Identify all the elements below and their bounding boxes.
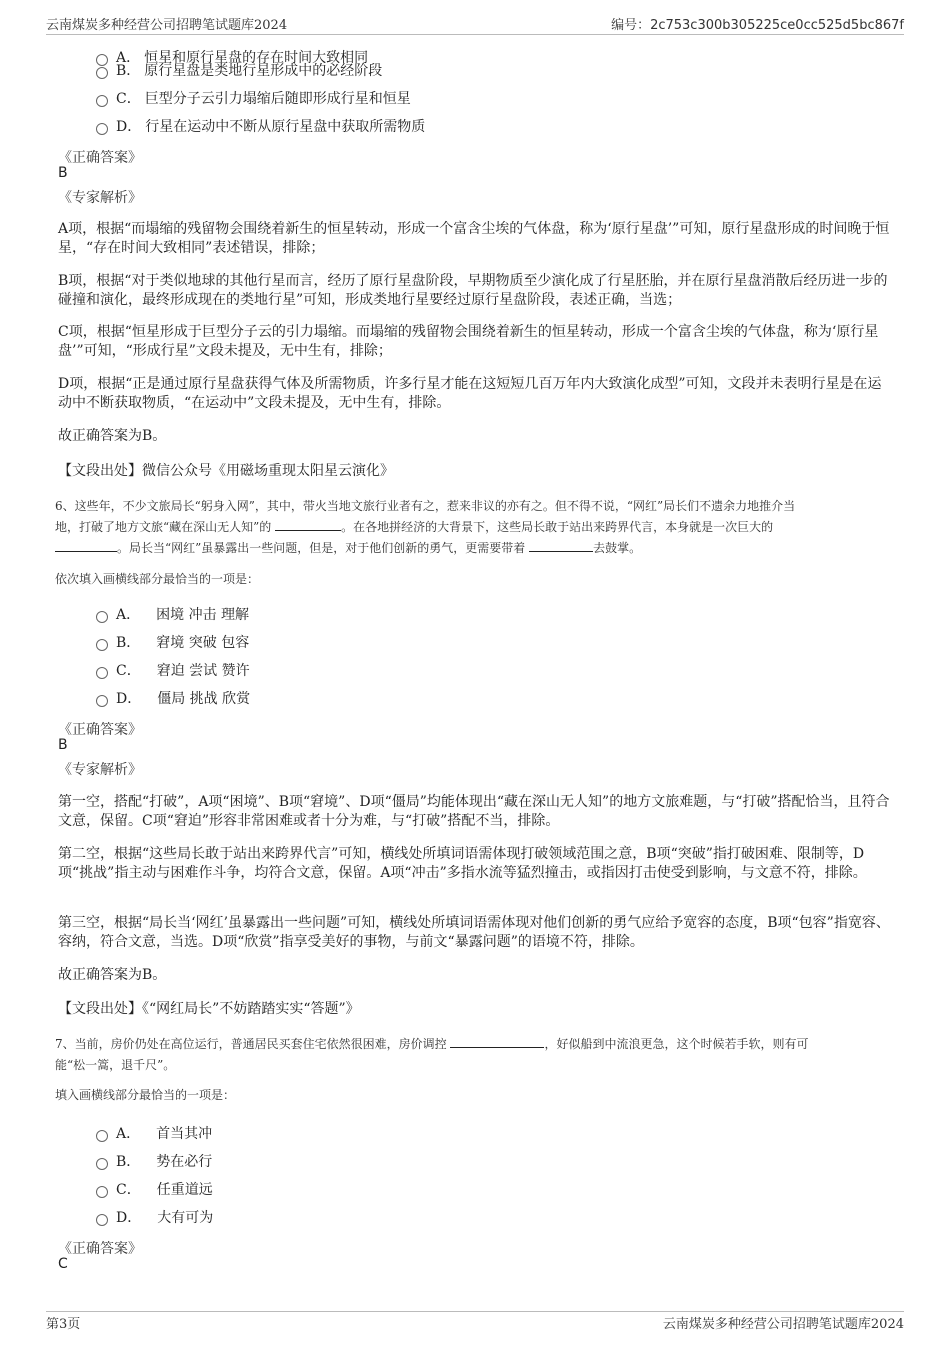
radio-icon[interactable]	[96, 611, 108, 623]
q6-option-c[interactable]: C． 窘迫 尝试 赞许	[96, 662, 250, 680]
q5-option-d[interactable]: D． 行星在运动中不断从原行星盘中获取所需物质	[96, 118, 425, 136]
analysis-paragraph: 第二空，根据“这些局长敢于站出来跨界代言”可知，横线处所填词语需体现打破领域范围之意，B项“突破”指打破困难、限制等，D项“挑战”指主动与困难作斗争，均符合文意，保留。A项“冲击”多指水流等猛烈撞击，或指因打击使受到影响，与文意不符，排除。	[58, 846, 867, 881]
analysis-paragraph: A项，根据“而塌缩的残留物会围绕着新生的恒星转动，形成一个富含尘埃的气体盘，称为‘原行星盘’”可知，原行星盘形成的时间晚于恒星，“存在时间大致相同”表述错误，排除；	[58, 221, 890, 256]
analysis-paragraph: 第三空，根据“局长当‘网红’虽暴露出一些问题”可知，横线处所填词语需体现对他们创新的勇气应给予宽容的态度，B项“包容”指宽容、容纳，符合文意，当选。D项“欣赏”指享受美好的事物，与前文“暴露问题”的语境不符，排除。	[58, 915, 890, 950]
q6-option-b[interactable]: B． 窘境 突破 包容	[96, 634, 249, 652]
question-prompt: 填入画横线部分最恰当的一项是：	[55, 1088, 236, 1102]
question-stem: 7、当前，房价仍处在高位运行，普通居民买套住宅依然很困难，房价调控 ，好似船到中流浪更急，这个时候若手软，则有可 能“松一篙，退千尺”。	[55, 1037, 809, 1072]
fill-blank[interactable]	[55, 539, 117, 552]
q5-option-a[interactable]: A． 恒星和原行星盘的存在时间大致相同	[96, 49, 368, 67]
answer-value: B	[58, 737, 68, 753]
analysis-paragraph: 第一空，搭配“打破”，A项“困境”、B项“窘境”、D项“僵局”均能体现出“藏在深山无人知”的地方文旅难题，与“打破”搭配恰当，且符合文意，保留。C项“窘迫”形容非常困难或者十分为难，与“打破”搭配不当，排除。	[58, 794, 890, 829]
analysis-paragraph: D项，根据“正是通过原行星盘获得气体及所需物质，许多行星才能在这短短几百万年内大致演化成型”可知，文段并未表明行星是在运动中不断获取物质，“在运动中”文段未提及，无中生有，排除。	[58, 376, 882, 411]
radio-icon[interactable]	[96, 1186, 108, 1198]
fill-blank[interactable]	[275, 518, 341, 531]
analysis-label: 《专家解析》	[58, 190, 142, 206]
q5-option-c[interactable]: C． 巨型分子云引力塌缩后随即形成行星和恒星	[96, 90, 411, 108]
footer-title: 云南煤炭多种经营公司招聘笔试题库2024	[662, 1317, 904, 1332]
answer-label: 《正确答案》	[58, 722, 142, 738]
radio-icon[interactable]	[96, 1130, 108, 1142]
q7-option-a[interactable]: A． 首当其冲	[96, 1125, 212, 1143]
header-title: 云南煤炭多种经营公司招聘笔试题库2024	[46, 18, 288, 33]
footer-divider	[46, 1311, 904, 1312]
q5-option-b[interactable]: B． 原行星盘是类地行星形成中的必经阶段	[96, 62, 382, 80]
q7-option-d[interactable]: D． 大有可为	[96, 1209, 213, 1227]
analysis-paragraph: B项，根据“对于类似地球的其他行星而言，经历了原行星盘阶段，早期物质至少演化成了行星胚胎，并在原行星盘消散后经历进一步的碰撞和演化，最终形成现在的类地行星”可知，形成类地行星要经过原行星盘阶段，表述正确，当选；	[58, 273, 888, 308]
question-stem: 6、这些年，不少文旅局长“躬身入网”，其中，带火当地文旅行业者有之，惹来非议的亦有之。但不得不说，“网红”局长们不遗余力地推介当 地，打破了地方文旅“藏在深山无人知”的 。在各地拼经济的大背景下，这些局长敢于站出来跨界代言，本身就是一次巨大的 。局长当“网红”虽暴露出一些问题，但是，对于他们创新的勇气，更需要带着 去鼓掌。	[55, 499, 796, 555]
q6-option-a[interactable]: A． 困境 冲击 理解	[96, 606, 249, 624]
fill-blank[interactable]	[450, 1035, 544, 1048]
header-divider	[46, 34, 904, 35]
q6-option-d[interactable]: D． 僵局 挑战 欣赏	[96, 690, 250, 708]
source-citation: 【文段出处】微信公众号《用磁场重现太阳星云演化》	[58, 463, 394, 479]
radio-icon[interactable]	[96, 95, 108, 107]
page-header	[46, 14, 904, 34]
answer-label: 《正确答案》	[58, 1241, 142, 1257]
answer-value: B	[58, 165, 68, 181]
radio-icon[interactable]	[96, 695, 108, 707]
radio-icon[interactable]	[96, 639, 108, 651]
page-number: 第3页	[46, 1317, 81, 1332]
fill-blank[interactable]	[529, 539, 593, 552]
radio-icon[interactable]	[96, 1158, 108, 1170]
radio-icon[interactable]	[96, 123, 108, 135]
q7-option-c[interactable]: C． 任重道远	[96, 1181, 213, 1199]
radio-icon[interactable]	[96, 667, 108, 679]
analysis-label: 《专家解析》	[58, 762, 142, 778]
question-prompt: 依次填入画横线部分最恰当的一项是：	[55, 572, 260, 586]
conclusion: 故正确答案为B。	[58, 967, 167, 983]
answer-value: C	[58, 1256, 68, 1272]
source-citation: 【文段出处】《“网红局长”不妨踏踏实实“答题”》	[58, 1001, 360, 1017]
header-doc-id: 编号：2c753c300b305225ce0cc525d5bc867f	[611, 18, 904, 33]
answer-label: 《正确答案》	[58, 150, 142, 166]
radio-icon[interactable]	[96, 67, 108, 79]
page-footer	[46, 1313, 904, 1333]
q7-option-b[interactable]: B． 势在必行	[96, 1153, 212, 1171]
analysis-paragraph: C项，根据“恒星形成于巨型分子云的引力塌缩。而塌缩的残留物会围绕着新生的恒星转动，形成一个富含尘埃的气体盘，称为‘原行星盘’”可知，“形成行星”文段未提及，无中生有，排除；	[58, 324, 879, 359]
radio-icon[interactable]	[96, 1214, 108, 1226]
conclusion: 故正确答案为B。	[58, 428, 167, 444]
